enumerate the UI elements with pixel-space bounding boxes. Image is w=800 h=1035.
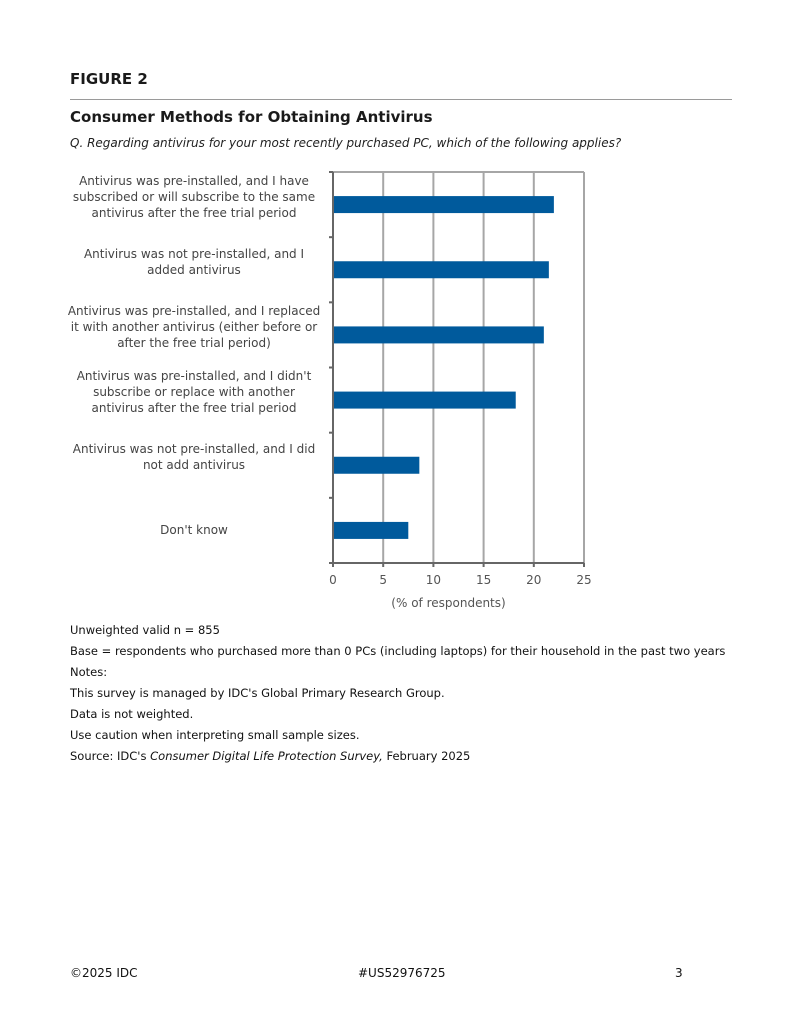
x-tick-label-5: 25 xyxy=(576,573,592,587)
category-label-line: Antivirus was pre-installed, and I replaced xyxy=(67,303,321,318)
x-tick-label-3: 15 xyxy=(475,573,492,587)
x-tick-label-0: 0 xyxy=(329,573,337,587)
figure-question: Q. Regarding antivirus for your most recently purchased PC, which of the following applies? xyxy=(70,136,622,150)
bar-4 xyxy=(333,392,516,409)
category-label-4 xyxy=(58,368,330,416)
bar-5 xyxy=(333,457,419,474)
category-label-6 xyxy=(58,522,330,538)
bar-1 xyxy=(333,196,554,213)
bar-3 xyxy=(333,326,544,343)
category-label-line: antivirus after the free trial period xyxy=(91,205,297,220)
bar-6 xyxy=(333,522,408,539)
x-tick-label-2: 10 xyxy=(425,573,442,587)
category-label-line: Antivirus was pre-installed, and I didn't xyxy=(76,369,312,384)
category-label-line: added antivirus xyxy=(147,262,241,277)
category-label-line: antivirus after the free trial period xyxy=(91,401,297,416)
category-label-2 xyxy=(58,246,330,278)
notes-section xyxy=(70,620,725,767)
note-weighting: Data is not weighted. xyxy=(70,707,194,721)
category-label-line: it with another antivirus (either before or xyxy=(70,319,318,334)
note-heading: Notes: xyxy=(70,665,108,679)
category-label-3 xyxy=(58,303,330,351)
category-label-line: Antivirus was pre-installed, and I have xyxy=(79,173,309,188)
footer-doc-id: #US52976725 xyxy=(358,966,446,980)
source-prefix: Source: IDC's xyxy=(70,749,151,763)
category-label-line: Antivirus was not pre-installed, and I xyxy=(83,246,305,261)
footer-page-number: 3 xyxy=(675,966,683,980)
category-label-line: Don't know xyxy=(160,523,228,538)
category-label-line: subscribed or will subscribe to the same xyxy=(72,189,316,204)
source-survey: Consumer Digital Life Protection Survey, xyxy=(150,749,383,763)
category-label-line: Antivirus was not pre-installed, and I did xyxy=(72,442,316,457)
note-caution: Use caution when interpreting small sample sizes. xyxy=(70,728,360,742)
bar-2 xyxy=(333,261,549,278)
figure-label: FIGURE 2 xyxy=(70,70,148,88)
x-axis-title: (% of respondents) xyxy=(391,596,506,610)
category-label-line: after the free trial period) xyxy=(117,335,271,350)
category-label-5 xyxy=(58,441,330,473)
footer-copyright: ©2025 IDC xyxy=(70,966,138,980)
category-label-line: subscribe or replace with another xyxy=(93,385,295,400)
source-line xyxy=(70,746,725,767)
note-base: Base = respondents who purchased more than 0 PCs (including laptops) for their household in the past two years xyxy=(70,644,726,658)
x-tick-label-1: 5 xyxy=(379,573,388,587)
figure-title: Consumer Methods for Obtaining Antivirus xyxy=(70,108,433,126)
x-tick-label-4: 20 xyxy=(526,573,542,587)
note-managed: This survey is managed by IDC's Global Primary Research Group. xyxy=(70,686,445,700)
note-sample-size: Unweighted valid n = 855 xyxy=(70,623,220,637)
category-label-1 xyxy=(58,173,330,221)
category-label-line: not add antivirus xyxy=(142,458,246,473)
source-date: February 2025 xyxy=(382,749,471,763)
